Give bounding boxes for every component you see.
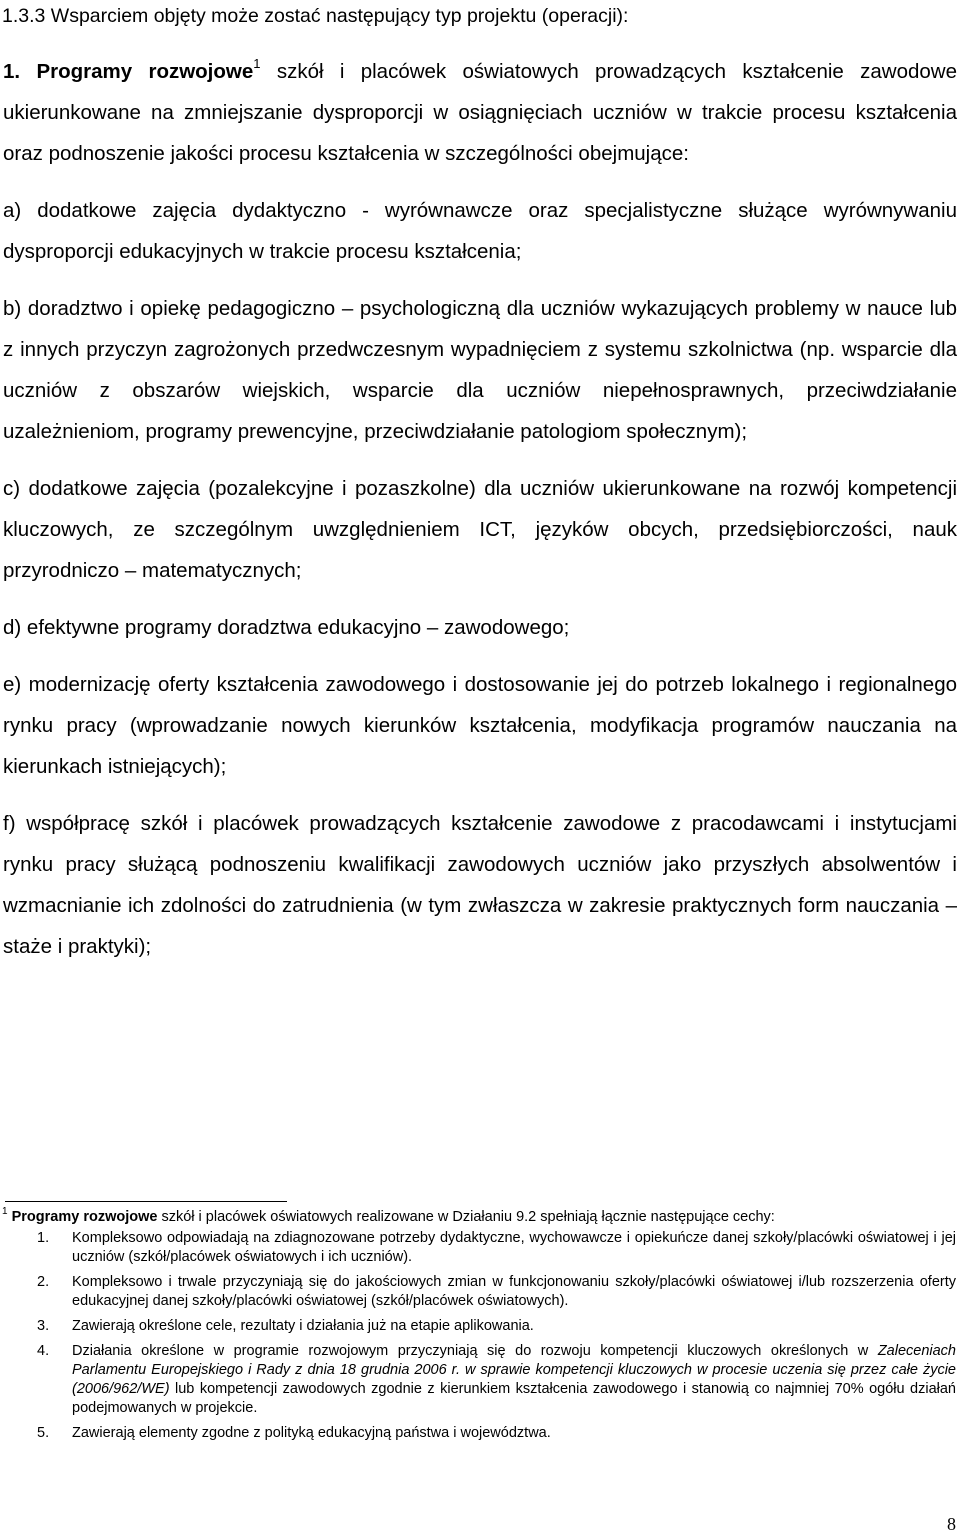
footnote-item (2, 1424, 956, 1443)
footnote-item-text: Kompleksowo odpowiadają na zdiagnozowane potrzeby dydaktyczne, wychowawcze i opiekuńcze danej szkoły/placówki oświatowej i jej uczniów (szkół/placówek oświatowych i ich uczniów). (72, 1230, 956, 1265)
footnote-item (2, 1273, 956, 1311)
main-content (3, 51, 957, 967)
intro-paragraph (3, 51, 957, 174)
list-item-d: d) efektywne programy doradztwa edukacyjno – zawodowego; (3, 616, 570, 639)
footnote-item-number: 5. (37, 1425, 50, 1441)
list-item-c: c) dodatkowe zajęcia (pozalekcyjne i pozaszkolne) dla uczniów ukierunkowane na rozwój kompetencji kluczowych, ze szczególnym uwzględnieniem ICT, języków obcych, przedsiębiorczości, nauk przyrodniczo – matematycznych; (3, 477, 957, 582)
section-heading: 1.3.3 Wsparciem objęty może zostać następujący typ projektu (operacji): (2, 5, 629, 27)
footnote-item (2, 1342, 956, 1418)
page-number: 8 (947, 1514, 956, 1534)
footnotes (2, 1208, 956, 1443)
footnote-list (2, 1229, 956, 1443)
footnote-item-number: 1. (37, 1230, 50, 1246)
footnote-item-number: 4. (37, 1343, 50, 1359)
footnote-title: Programy rozwojowe (11, 1209, 158, 1225)
footnote-marker: 1 (2, 1206, 8, 1218)
footnote-item (2, 1229, 956, 1267)
footnote-item-text: Kompleksowo i trwale przyczyniają się do jakościowych zmian w funkcjonowaniu szkoły/placówki oświatowej i/lub rozszerzenia oferty edukacyjnej danej szkoły/placówki oświatowej (szkół/placówek oświatowych). (72, 1274, 956, 1309)
list-item-e: e) modernizację oferty kształcenia zawodowego i dostosowanie jej do potrzeb lokalnego i regionalnego rynku pracy (wprowadzanie nowych kierunków kształcenia, modyfikacja programów nauczania na kierunkach istniejących); (3, 673, 957, 778)
footnote-item-number: 3. (37, 1318, 50, 1334)
list-item-b: b) doradztwo i opiekę pedagogiczno – psychologiczną dla uczniów wykazujących problemy w nauce lub z innych przyczyn zagrożonych przedwczesnym wypadnięciem z systemu szkolnictwa (np. wsparcie dla uczniów z obszarów wiejskich, wsparcie dla uczniów niepełnosprawnych, przeciwdziałanie uzależnieniom, programy prewencyjne, przeciwdziałanie patologiom społecznym); (3, 297, 957, 443)
footnote-item-text: Zawierają określone cele, rezultaty i działania już na etapie aplikowania. (72, 1318, 534, 1334)
footnote-separator (5, 1201, 287, 1202)
footnote-item-text (72, 1342, 956, 1418)
footnote-intro (2, 1208, 956, 1227)
footnote-item-text-italic: Zaleceniach Parlamentu Europejskiego i Rady z dnia 18 grudnia 2006 r. w sprawie kompetencji kluczowych w procesie uczenia się przez całe życie (2006/962/WE) (72, 1343, 956, 1397)
intro-number: 1. (3, 60, 21, 83)
list-item-f: f) współpracę szkół i placówek prowadzących kształcenie zawodowe z pracodawcami i instytucjami rynku pracy służącą podnoszeniu kwalifikacji zawodowych uczniów jako przyszłych absolwentów i wzmacnianie ich zdolności do zatrudnienia (w tym zwłaszcza w zakresie praktycznych form nauczania – staże i praktyki); (3, 812, 957, 958)
footnote-item (2, 1317, 956, 1336)
footnote-item-text-before: Działania określone w programie rozwojowym przyczyniają się do rozwoju kompetencji kluczowych określonych w (72, 1343, 878, 1359)
intro-text: szkół i placówek oświatowych prowadzących kształcenie zawodowe ukierunkowane na zmniejszanie dysproporcji w osiągnięciach uczniów w trakcie procesu kształcenia oraz podnoszenie jakości procesu kształcenia w szczególności obejmujące: (3, 60, 957, 165)
intro-title: Programy rozwojowe (36, 60, 254, 83)
list-item-a: a) dodatkowe zajęcia dydaktyczno - wyrównawcze oraz specjalistyczne służące wyrównywaniu dysproporcji edukacyjnych w trakcie procesu kształcenia; (3, 199, 957, 263)
footnote-item-text: Zawierają elementy zgodne z polityką edukacyjną państwa i województwa. (72, 1425, 551, 1441)
footnote-item-number: 2. (37, 1274, 50, 1290)
footnote-reference: 1 (253, 56, 261, 72)
footnote-intro-text: szkół i placówek oświatowych realizowane w Działaniu 9.2 spełniają łącznie następujące cechy: (161, 1209, 775, 1225)
footnote-item-text-after: lub kompetencji zawodowych zgodnie z kierunkiem kształcenia zawodowego i stanowią co najmniej 70% ogółu działań podejmowanych w projekcie. (72, 1381, 956, 1416)
